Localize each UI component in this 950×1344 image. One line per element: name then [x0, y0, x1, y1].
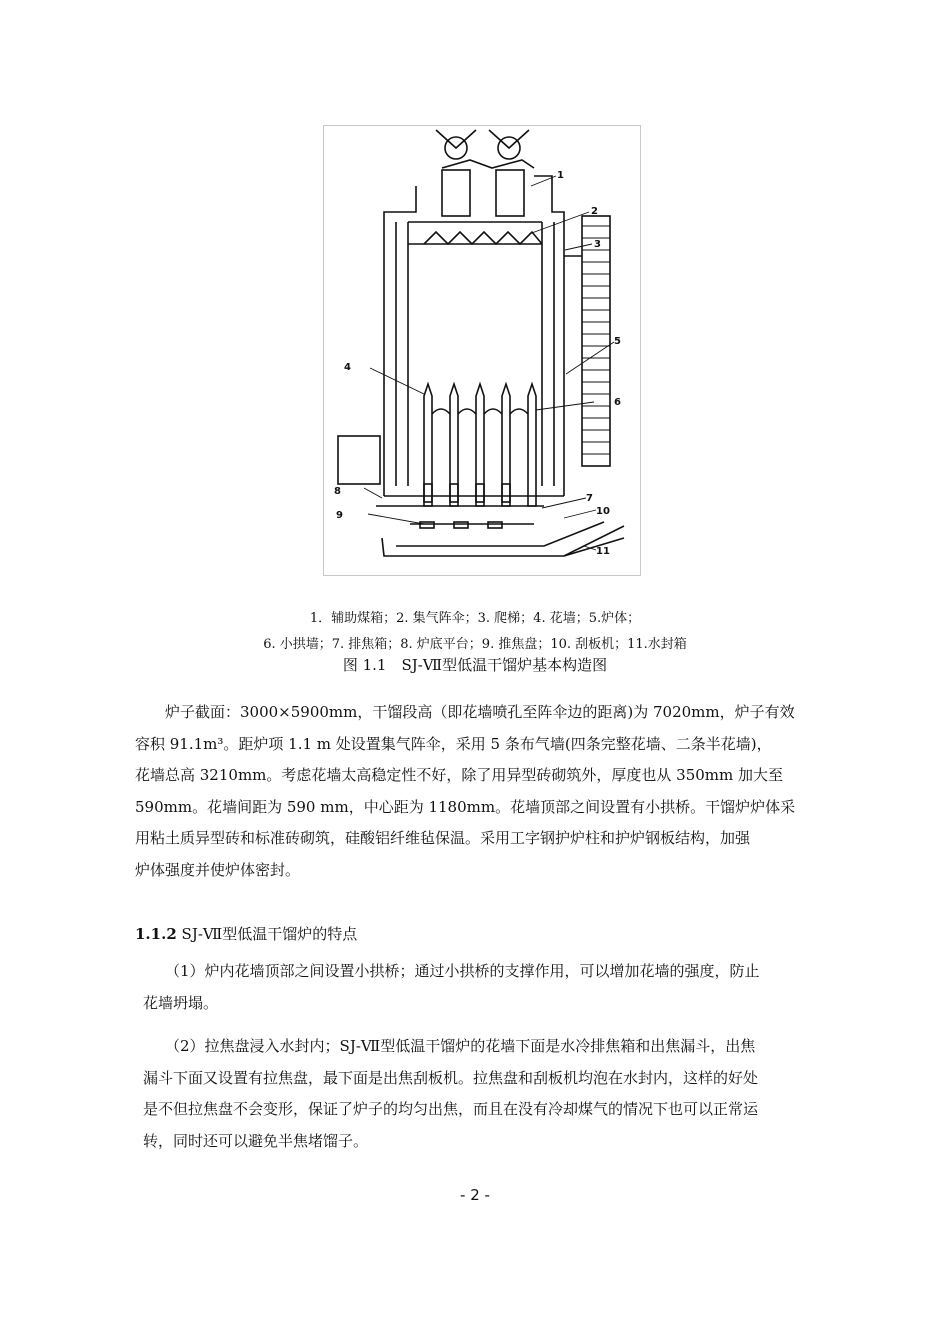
text-line: 花墙总高 3210mm。考虑花墙太高稳定性不好，除了用异型砖砌筑外，厚度也从 350mm 加大至: [135, 766, 784, 784]
callout-3: 3: [594, 239, 601, 250]
text-line: 是不但拉焦盘不会变形，保证了炉子的均匀出焦，而且在没有冷却煤气的情况下也可以正常运: [143, 1100, 759, 1118]
callout-11: 11: [596, 546, 610, 557]
figure-frame: [323, 125, 641, 576]
furnace-structure-diagram: [324, 126, 642, 577]
paragraph-feature-2: [143, 1031, 825, 1157]
callout-7: 7: [586, 493, 593, 504]
callout-1: 1: [557, 170, 564, 181]
section-heading: [135, 923, 357, 944]
callout-2: 2: [591, 206, 598, 217]
text-line: 590mm。花墙间距为 590 mm，中心距为 1180mm。花墙顶部之间设置有小拱桥。干馏炉炉体采: [135, 797, 796, 816]
text-line: （1）炉内花墙顶部之间设置小拱桥；通过小拱桥的支撑作用，可以增加花墙的强度，防止: [165, 962, 760, 980]
callout-10: 10: [596, 506, 610, 517]
text-line: 用粘土质异型砖和标准砖砌筑，硅酸铝纤维毡保温。采用工字钢护炉柱和护炉钢板结构，加强: [135, 829, 751, 847]
callout-8: 8: [334, 486, 341, 497]
callout-9: 9: [336, 510, 343, 521]
figure-legend-line-2: 6. 小拱墙；7. 排焦箱；8. 炉底平台；9. 推焦盘；10. 刮板机；11.水封箱: [263, 637, 687, 652]
text-line: 炉子截面：3000×5900mm，干馏段高（即花墙喷孔至阵伞边的距离)为 7020mm，炉子有效: [165, 703, 795, 721]
paragraph-feature-1: [143, 956, 825, 1019]
text-line: 炉体强度并使炉体密封。: [135, 860, 301, 879]
callout-5: 5: [614, 336, 621, 347]
figure-caption: 图 1.1 SJ-Ⅶ型低温干馏炉基本构造图: [342, 656, 608, 674]
text-line: 漏斗下面又设置有拉焦盘，最下面是出焦刮板机。拉焦盘和刮板机均泡在水封内，这样的好处: [143, 1068, 759, 1087]
section-title: SJ-Ⅶ型低温干馏炉的特点: [181, 925, 358, 943]
text-line: 容积 91.1m³。距炉项 1.1 m 处设置集气阵伞，采用 5 条布气墙(四条完整花墙、二条半花墙)，: [135, 734, 772, 753]
section-number: 1.1.2: [135, 925, 177, 943]
callout-6: 6: [614, 397, 621, 408]
text-line: 花墙坍塌。: [143, 993, 219, 1012]
figure-legend-line-1: 1．辅助煤箱；2. 集气阵伞；3. 爬梯；4. 花墙；5.炉体；: [309, 611, 641, 626]
paragraph-furnace-specs: [135, 697, 825, 886]
text-line: （2）拉焦盘浸入水封内；SJ-Ⅶ型低温干馏炉的花墙下面是水冷排焦箱和出焦漏斗，出焦: [165, 1037, 756, 1055]
callout-4: 4: [344, 362, 351, 373]
text-line: 转，同时还可以避免半焦堵馏子。: [143, 1131, 369, 1150]
page-number: - 2 -: [460, 1186, 490, 1204]
